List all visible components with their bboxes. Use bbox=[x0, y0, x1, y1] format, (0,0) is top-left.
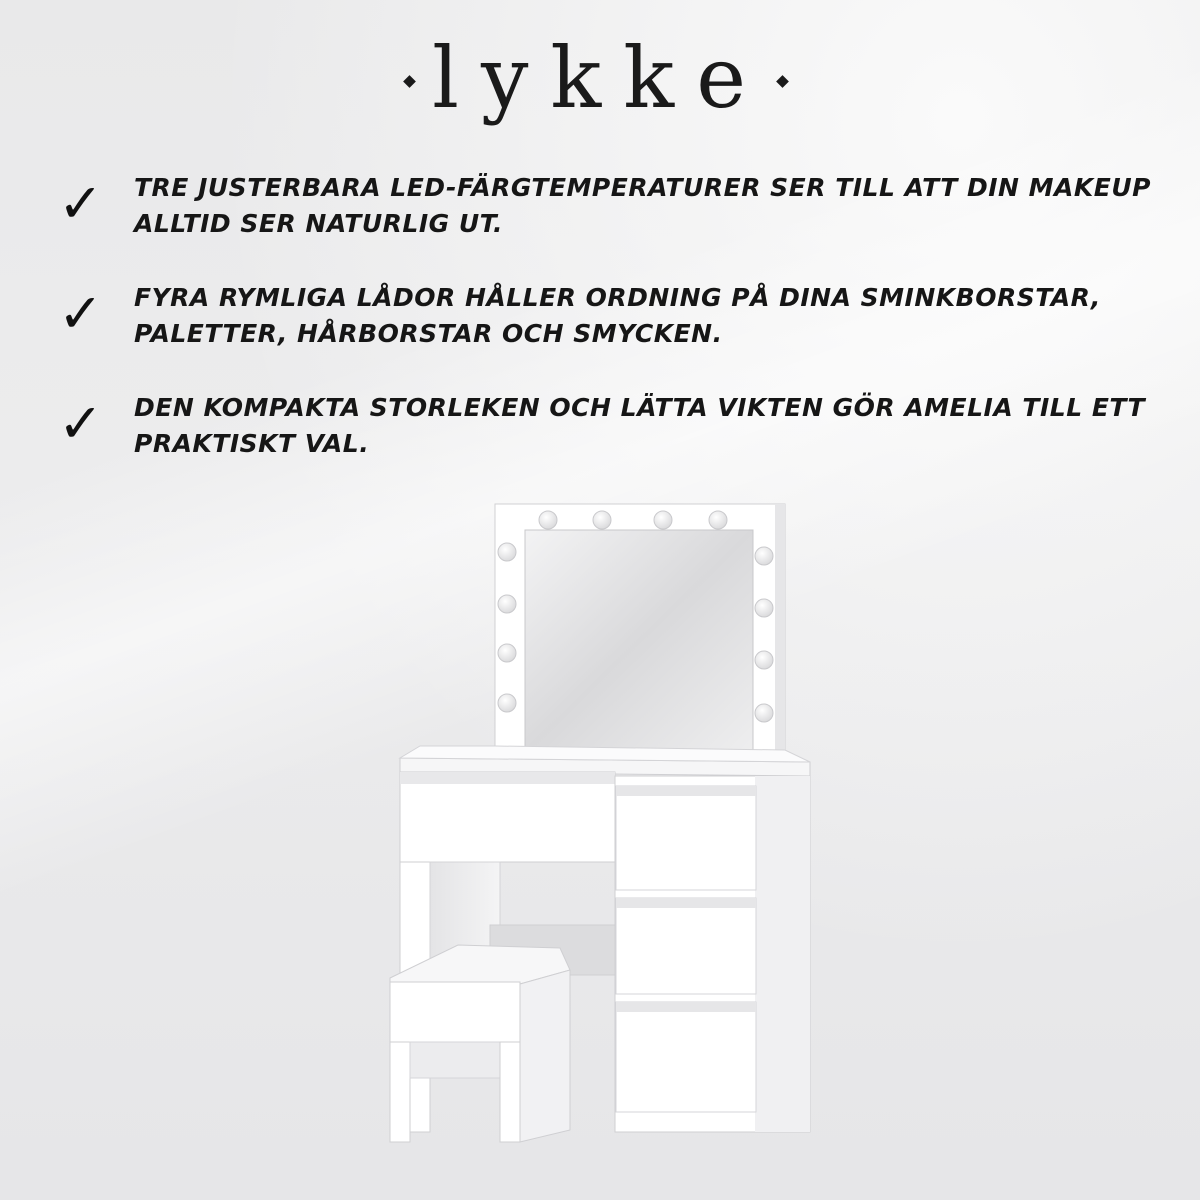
feature-list bbox=[50, 170, 1170, 500]
checkmark-icon: ✓ bbox=[58, 172, 104, 235]
feature-text: TRE JUSTERBARA LED-FÄRGTEMPERATURER SER TILL ATT DIN MAKEUP ALLTID SER NATURLIG UT. bbox=[134, 173, 1151, 238]
diamond-right-icon bbox=[776, 75, 789, 88]
checkmark-icon: ✓ bbox=[58, 282, 104, 345]
drawer-column bbox=[615, 776, 810, 1132]
feature-text: DEN KOMPAKTA STORLEKEN OCH LÄTTA VIKTEN GÖR AMELIA TILL ETT PRAKTISKT VAL. bbox=[134, 393, 1146, 458]
feature-item bbox=[50, 170, 1170, 280]
feature-text: FYRA RYMLIGA LÅDOR HÅLLER ORDNING PÅ DINA SMINKBORSTAR, PALETTER, HÅRBORSTAR OCH SMYCKEN. bbox=[134, 283, 1101, 348]
feature-item bbox=[50, 280, 1170, 390]
brand-name: lykke bbox=[432, 29, 768, 127]
brand-logo bbox=[0, 18, 1200, 138]
diamond-left-icon bbox=[403, 75, 416, 88]
checkmark-icon: ✓ bbox=[58, 392, 104, 455]
vanity-table-image bbox=[380, 500, 840, 1150]
mirror bbox=[495, 504, 785, 766]
feature-item bbox=[50, 390, 1170, 500]
vanity-table-illustration bbox=[380, 500, 840, 1150]
